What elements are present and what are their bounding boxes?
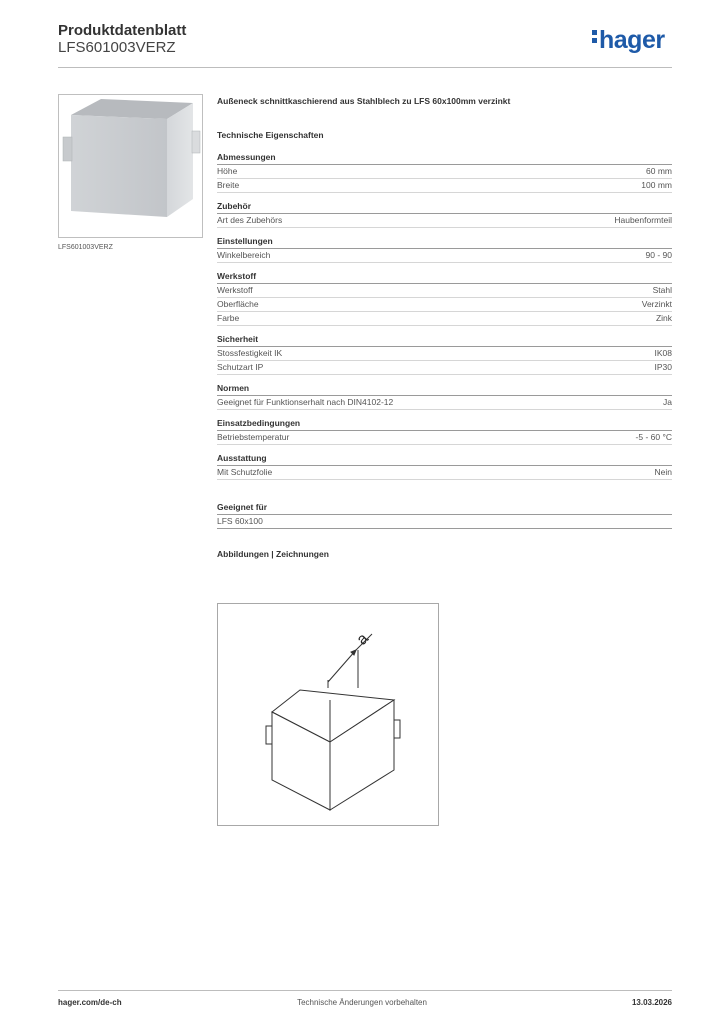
product-code: LFS601003VERZ bbox=[58, 39, 176, 56]
technical-drawing bbox=[217, 603, 439, 826]
spec-value: IK08 bbox=[654, 348, 672, 358]
spec-value: Stahl bbox=[652, 285, 672, 295]
section-einstellungen bbox=[217, 236, 672, 263]
footer-note: Technische Änderungen vorbehalten bbox=[297, 998, 427, 1007]
footer-divider bbox=[58, 990, 672, 991]
spec-value: Nein bbox=[654, 467, 672, 477]
hager-logo bbox=[592, 26, 665, 55]
spec-row bbox=[217, 347, 672, 361]
spec-row bbox=[217, 165, 672, 179]
section-geeignet-fuer bbox=[217, 502, 672, 529]
spec-label: Oberfläche bbox=[217, 299, 259, 309]
spec-label: Art des Zubehörs bbox=[217, 215, 283, 225]
logo-dots-icon bbox=[592, 30, 597, 46]
section-title: Einsatzbedingungen bbox=[217, 418, 672, 431]
section-title: Abmessungen bbox=[217, 152, 672, 165]
spec-value: -5 - 60 °C bbox=[635, 432, 672, 442]
spec-label: Betriebstemperatur bbox=[217, 432, 290, 442]
section-title: Zubehör bbox=[217, 201, 672, 214]
spec-row bbox=[217, 312, 672, 326]
section-title: Werkstoff bbox=[217, 271, 672, 284]
suitable-item-label: LFS 60x100 bbox=[217, 516, 263, 526]
section-title: Normen bbox=[217, 383, 672, 396]
spec-label: Mit Schutzfolie bbox=[217, 467, 273, 477]
product-photo-icon bbox=[59, 95, 202, 237]
product-photo bbox=[58, 94, 203, 238]
spec-value: Zink bbox=[655, 313, 672, 323]
spec-label: Geeignet für Funktionserhalt nach DIN4102-12 bbox=[217, 397, 394, 407]
section-title: Ausstattung bbox=[217, 453, 672, 466]
logo-text: hager bbox=[599, 26, 665, 54]
spec-row bbox=[217, 431, 672, 445]
section-normen bbox=[217, 383, 672, 410]
section-title: Einstellungen bbox=[217, 236, 672, 249]
technical-properties-title: Technische Eigenschaften bbox=[217, 130, 324, 140]
spec-row bbox=[217, 249, 672, 263]
spec-row bbox=[217, 396, 672, 410]
footer-website-link[interactable]: hager.com/de-ch bbox=[58, 998, 122, 1007]
spec-label: Höhe bbox=[217, 166, 238, 176]
section-title: Sicherheit bbox=[217, 334, 672, 347]
spec-label: Stossfestigkeit IK bbox=[217, 348, 283, 358]
spec-label: Winkelbereich bbox=[217, 250, 271, 260]
spec-value: Haubenformteil bbox=[614, 215, 672, 225]
section-werkstoff bbox=[217, 271, 672, 326]
footer-date: 13.03.2026 bbox=[631, 998, 672, 1007]
page-title: Produktdatenblatt bbox=[58, 22, 187, 39]
figures-title: Abbildungen | Zeichnungen bbox=[217, 549, 329, 559]
spec-value: 60 mm bbox=[646, 166, 672, 176]
spec-row bbox=[217, 284, 672, 298]
spec-label: Breite bbox=[217, 180, 240, 190]
photo-caption: LFS601003VERZ bbox=[58, 244, 113, 251]
product-description: Außeneck schnittkaschierend aus Stahlblech zu LFS 60x100mm verzinkt bbox=[217, 96, 511, 106]
spec-row bbox=[217, 298, 672, 312]
section-abmessungen bbox=[217, 152, 672, 193]
spec-value: Verzinkt bbox=[641, 299, 672, 309]
spec-label: Werkstoff bbox=[217, 285, 253, 295]
dimension-label: a bbox=[353, 630, 372, 649]
spec-row bbox=[217, 466, 672, 480]
spec-column bbox=[217, 96, 672, 561]
spec-row bbox=[217, 179, 672, 193]
spec-row bbox=[217, 361, 672, 375]
spec-value: 100 mm bbox=[641, 180, 672, 190]
spec-label: Schutzart IP bbox=[217, 362, 264, 372]
spec-label: Farbe bbox=[217, 313, 240, 323]
spec-value: IP30 bbox=[654, 362, 672, 372]
section-title: Geeignet für bbox=[217, 502, 672, 515]
spec-row bbox=[217, 214, 672, 228]
section-ausstattung bbox=[217, 453, 672, 480]
header-divider bbox=[58, 67, 672, 68]
spec-value: 90 - 90 bbox=[645, 250, 672, 260]
section-sicherheit bbox=[217, 334, 672, 375]
corner-drawing-icon bbox=[218, 604, 438, 825]
section-einsatzbedingungen bbox=[217, 418, 672, 445]
spec-value: Ja bbox=[663, 397, 672, 407]
suitable-item bbox=[217, 515, 672, 529]
section-zubehoer bbox=[217, 201, 672, 228]
